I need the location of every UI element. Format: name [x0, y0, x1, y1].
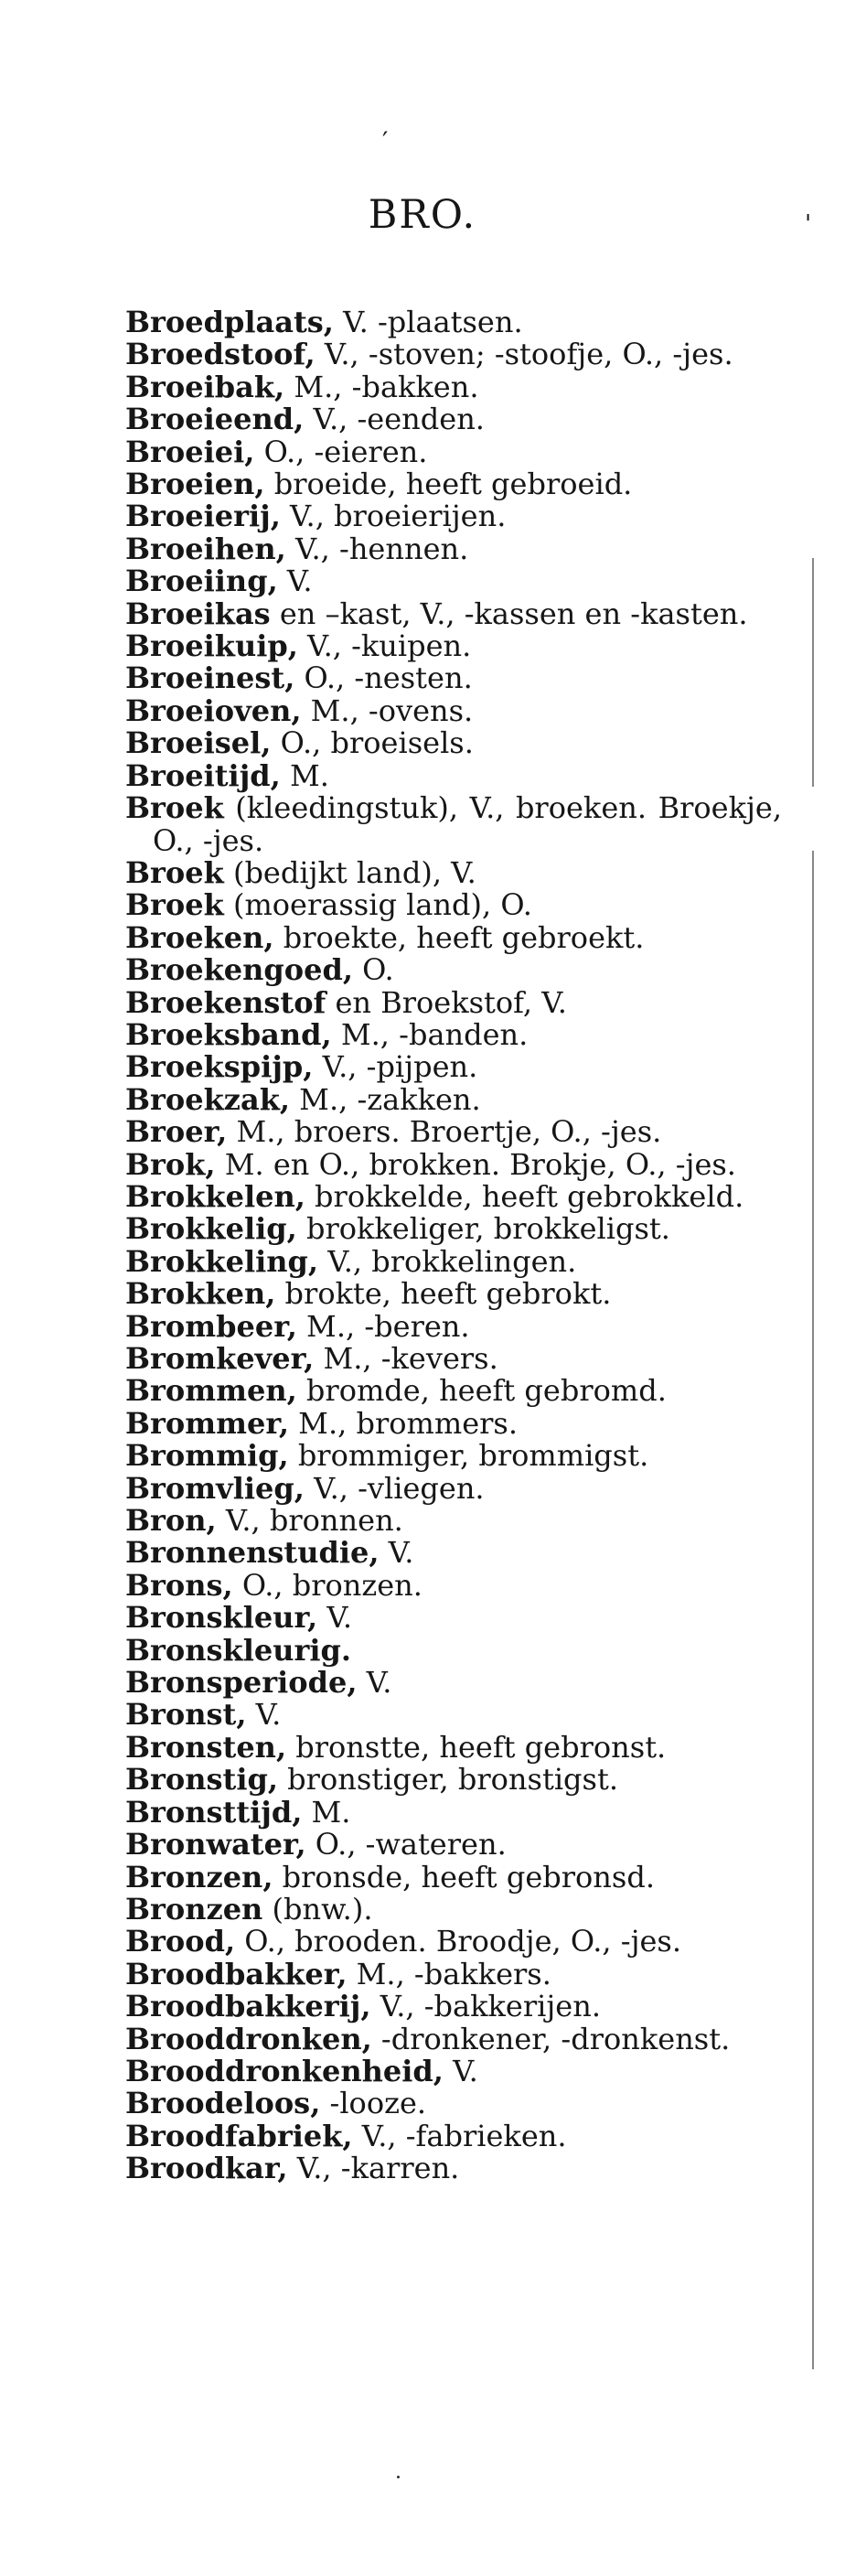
ink-mark-corner: ': [805, 210, 812, 238]
dictionary-entry: [125, 1956, 782, 1991]
entry-headword: Broedstoof,: [125, 337, 316, 372]
entry-definition: bronsde, heeft gebronsd.: [273, 1859, 655, 1894]
entry-definition: V., -karren.: [287, 2151, 460, 2186]
entry-definition: brokte, heeft gebrokt.: [275, 1276, 612, 1312]
dictionary-entry: [125, 2088, 782, 2120]
entry-headword: Brommer,: [125, 1405, 289, 1441]
entry-definition: V.: [277, 564, 313, 599]
entry-headword: Broeibak,: [125, 369, 285, 404]
dictionary-entry: [125, 598, 782, 630]
entry-headword: Bronskleurig.: [125, 1632, 352, 1668]
dictionary-entry: [125, 1308, 782, 1344]
dictionary-entry: [125, 2023, 782, 2055]
dictionary-entry: [125, 1243, 782, 1279]
dictionary-entry: [125, 1440, 782, 1472]
dictionary-entry: [125, 565, 782, 597]
entry-definition: en –kast, V., -kassen en -kasten.: [270, 596, 748, 631]
dictionary-entry: [125, 2055, 782, 2088]
entry-headword: Bromvlieg,: [125, 1470, 305, 1506]
entry-headword: Broeioven,: [125, 692, 302, 728]
entry-definition: V., -pijpen.: [313, 1049, 478, 1085]
page-header: BRO.: [368, 192, 477, 238]
entry-headword: Bronst,: [125, 1697, 247, 1733]
entry-definition: V.: [379, 1535, 414, 1571]
dictionary-entry: [125, 1343, 782, 1375]
dictionary-entry: [125, 1405, 782, 1441]
dictionary-entry: [125, 1213, 782, 1245]
entry-headword: Broeisel,: [125, 725, 272, 761]
entry-headword: Brok,: [125, 1146, 216, 1182]
dictionary-entry: [125, 692, 782, 728]
dictionary-entry: [125, 1278, 782, 1310]
entry-headword: Bron,: [125, 1503, 217, 1539]
entry-headword: Broeikuip,: [125, 628, 298, 664]
entry-headword: Broekengoed,: [125, 952, 353, 988]
entry-headword: Bronsttijd,: [125, 1794, 303, 1830]
ink-mark-bottom: .: [395, 2461, 401, 2484]
dictionary-entry: [125, 371, 782, 403]
entry-definition: bronstte, heeft gebronst.: [286, 1729, 667, 1765]
entry-definition: M., -ovens.: [301, 692, 474, 728]
dictionary-entry: [125, 984, 782, 1020]
entry-definition: V., -bakkerijen.: [370, 1989, 601, 2024]
entry-definition: broeide, heeft gebroeid.: [264, 467, 633, 502]
margin-line-lower: [812, 851, 814, 2369]
entry-headword: Broeihen,: [125, 531, 286, 566]
margin-line-upper: [812, 558, 814, 787]
dictionary-entry: [125, 1632, 782, 1668]
entry-headword: Brommen,: [125, 1373, 297, 1409]
dictionary-entry: [125, 1829, 782, 1861]
entry-headword: Brokkelen,: [125, 1178, 305, 1214]
dictionary-entry: [125, 889, 782, 921]
entry-headword: Bronwater,: [125, 1827, 306, 1862]
entry-list: [125, 306, 782, 2185]
dictionary-entry: [125, 1051, 782, 1083]
entry-headword: Brombeer,: [125, 1308, 297, 1344]
dictionary-entry: [125, 1764, 782, 1796]
entry-headword: Broekenstof: [125, 984, 326, 1020]
dictionary-entry: [125, 792, 782, 857]
entry-headword: Bronstig,: [125, 1762, 278, 1798]
dictionary-entry: [125, 1470, 782, 1506]
entry-definition: V., broeierijen.: [280, 499, 507, 534]
dictionary-entry: [125, 1567, 782, 1603]
entry-definition: M., -bakkers.: [347, 1956, 551, 1991]
dictionary-entry: [125, 436, 782, 468]
entry-headword: Broodkar,: [125, 2151, 288, 2186]
entry-definition: -looze.: [320, 2086, 427, 2121]
entry-definition: (bedijkt land), V.: [223, 854, 476, 890]
dictionary-entry: [125, 403, 782, 435]
entry-headword: Brokkeling,: [125, 1243, 319, 1279]
dictionary-entry: [125, 1859, 782, 1894]
entry-headword: Bromkever,: [125, 1341, 315, 1376]
entry-definition: M., broers. Broertje, O., -jes.: [227, 1114, 662, 1150]
entry-definition: V.: [246, 1697, 282, 1733]
dictionary-entry: [125, 468, 782, 500]
entry-headword: Broekzak,: [125, 1081, 290, 1117]
entry-definition: V., bronnen.: [216, 1503, 403, 1539]
entry-definition: M., -beren.: [296, 1308, 470, 1344]
entry-definition: V.: [357, 1665, 392, 1701]
dictionary-entry: [125, 306, 782, 338]
entry-definition: M., brommers.: [289, 1405, 519, 1441]
entry-headword: Broodeloos,: [125, 2086, 321, 2121]
entry-headword: Broeinest,: [125, 660, 295, 696]
entry-definition: O., -wateren.: [305, 1827, 507, 1862]
entry-headword: Broek: [125, 854, 224, 890]
entry-definition: V., -hennen.: [285, 531, 469, 566]
entry-headword: Brood,: [125, 1924, 236, 1959]
dictionary-entry: [125, 2152, 782, 2184]
entry-headword: Broek: [125, 790, 224, 826]
entry-headword: Broeieend,: [125, 402, 305, 437]
entry-headword: Broeksband,: [125, 1016, 332, 1052]
entry-definition: O., brooden. Broodje, O., -jes.: [235, 1924, 682, 1959]
entry-definition: M., -banden.: [331, 1016, 529, 1052]
entry-definition: O., -nesten.: [294, 660, 473, 696]
entry-definition: M., -zakken.: [290, 1081, 481, 1117]
entry-definition: V., -kuipen.: [297, 628, 472, 664]
entry-headword: Brooddronkenheid,: [125, 2053, 444, 2088]
entry-headword: Broeien,: [125, 467, 265, 502]
entry-definition: O., bronzen.: [232, 1567, 422, 1603]
entry-definition: M., -bakken.: [284, 369, 479, 404]
entry-definition: (kleedingstuk), V., broeken. Broekje, O., -jes.: [153, 790, 782, 858]
dictionary-entry: [125, 533, 782, 565]
dictionary-entry: [125, 757, 782, 793]
dictionary-entry: [125, 1667, 782, 1699]
dictionary-entry: [125, 1116, 782, 1148]
dictionary-entry: [125, 1891, 782, 1927]
dictionary-entry: [125, 1729, 782, 1765]
entry-definition: -dronkener, -dronkenst.: [371, 2021, 731, 2056]
entry-definition: V., -stoven; -stoofje, O., -jes.: [315, 337, 733, 372]
entry-definition: brokkelde, heeft gebrokkeld.: [305, 1178, 744, 1214]
entry-headword: Broekspijp,: [125, 1049, 314, 1085]
dictionary-entry: [125, 338, 782, 370]
entry-headword: Broeiing,: [125, 564, 278, 599]
entry-headword: Broeitijd,: [125, 757, 281, 793]
entry-headword: Broeiei,: [125, 434, 255, 469]
dictionary-entry: [125, 1505, 782, 1537]
ink-mark-top: ′: [382, 126, 389, 156]
entry-headword: Broodfabriek,: [125, 2118, 353, 2153]
entry-definition: bromde, heeft gebromd.: [296, 1373, 667, 1409]
entry-headword: Broedplaats,: [125, 305, 334, 339]
entry-definition: M.: [280, 757, 329, 793]
dictionary-entry: [125, 1926, 782, 1958]
dictionary-entry: [125, 954, 782, 986]
dictionary-entry: [125, 1991, 782, 2023]
entry-definition: M. en O., brokken. Brokje, O., -jes.: [215, 1146, 736, 1182]
entry-definition: V., -fabrieken.: [352, 2118, 567, 2153]
entry-headword: Broeikas: [125, 596, 271, 631]
entry-definition: O., -eieren.: [254, 434, 428, 469]
entry-definition: V. -plaatsen.: [333, 305, 523, 339]
entry-definition: M., -kevers.: [314, 1341, 498, 1376]
entry-headword: Bronsten,: [125, 1729, 287, 1765]
dictionary-entry: [125, 1602, 782, 1634]
entry-definition: V., -vliegen.: [304, 1470, 485, 1506]
dictionary-entry: [125, 1081, 782, 1117]
entry-headword: Broodbakker,: [125, 1956, 348, 1991]
entry-headword: Brommig,: [125, 1438, 289, 1474]
entry-definition: V., brokkelingen.: [318, 1243, 577, 1279]
entry-headword: Bronzen: [125, 1891, 263, 1927]
entry-headword: Bronskleur,: [125, 1600, 318, 1636]
entry-headword: Brooddronken,: [125, 2021, 372, 2056]
dictionary-entry: [125, 1375, 782, 1407]
dictionary-entry: [125, 2120, 782, 2152]
entry-definition: brommiger, brommigst.: [288, 1438, 649, 1474]
dictionary-entry: [125, 1699, 782, 1731]
entry-definition: brokkeliger, brokkeligst.: [296, 1211, 670, 1247]
entry-definition: bronstiger, bronstigst.: [277, 1762, 618, 1798]
dictionary-entry: [125, 1178, 782, 1214]
entry-headword: Broeken,: [125, 919, 274, 955]
entry-definition: (bnw.).: [262, 1891, 373, 1927]
dictionary-entry: [125, 1146, 782, 1182]
dictionary-entry: [125, 630, 782, 662]
dictionary-entry: [125, 662, 782, 694]
entry-definition: V.: [317, 1600, 353, 1636]
entry-headword: Broodbakkerij,: [125, 1989, 371, 2024]
entry-definition: broekte, heeft gebroekt.: [273, 919, 645, 955]
entry-definition: V., -eenden.: [304, 402, 485, 437]
entry-definition: O., broeisels.: [271, 725, 474, 761]
entry-headword: Broeierij,: [125, 499, 281, 534]
entry-headword: Bronsperiode,: [125, 1665, 358, 1701]
entry-headword: Bronnenstudie,: [125, 1535, 380, 1571]
dictionary-entry: [125, 500, 782, 532]
entry-headword: Broer,: [125, 1114, 228, 1150]
dictionary-entry: [125, 1794, 782, 1830]
dictionary-entry: [125, 727, 782, 759]
entry-definition: en Broekstof, V.: [326, 984, 567, 1020]
entry-definition: O.: [353, 952, 394, 988]
dictionary-entry: [125, 854, 782, 890]
entry-definition: V.: [443, 2053, 478, 2088]
entry-headword: Bronzen,: [125, 1859, 273, 1894]
entry-headword: Brokkelig,: [125, 1211, 297, 1247]
entry-definition: M.: [302, 1794, 351, 1830]
dictionary-entry: [125, 919, 782, 955]
entry-headword: Brokken,: [125, 1276, 276, 1312]
dictionary-entry: [125, 1016, 782, 1052]
entry-definition: (moerassig land), O.: [223, 887, 532, 923]
entry-headword: Broek: [125, 887, 224, 923]
entry-headword: Brons,: [125, 1567, 233, 1603]
dictionary-entry: [125, 1537, 782, 1569]
